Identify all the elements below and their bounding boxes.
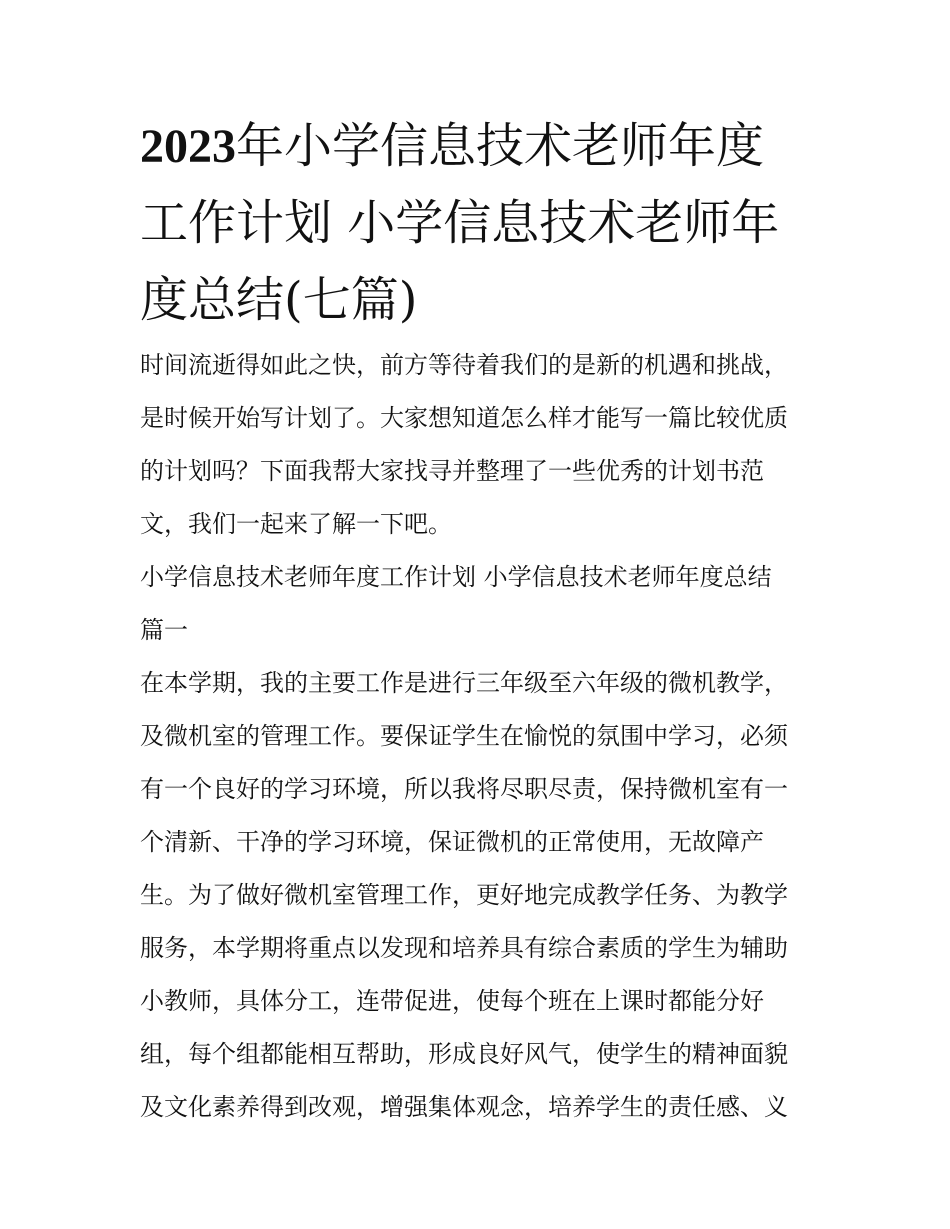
body-line: 组，每个组都能相互帮助，形成良好风气，使学生的精神面貌 bbox=[140, 1040, 788, 1068]
title-line-1-text: 年小学信息技术老师年度 bbox=[236, 118, 765, 174]
intro-line: 是时候开始写计划了。大家想知道怎么样才能写一篇比较优质 bbox=[140, 404, 788, 432]
intro-paragraph bbox=[140, 339, 815, 551]
body-line: 小教师，具体分工，连带促进，使每个班在上课时都能分好 bbox=[140, 987, 764, 1015]
title-year: 2023 bbox=[140, 120, 236, 173]
intro-line: 文，我们一起来了解一下吧。 bbox=[140, 510, 452, 538]
body-line: 在本学期，我的主要工作是进行三年级至六年级的微机教学， bbox=[140, 669, 788, 697]
body-line: 个清新、干净的学习环境，保证微机的正常使用，无故障产 bbox=[140, 828, 764, 856]
title-line-3: 度总结(七篇) bbox=[140, 272, 418, 328]
body-line: 有一个良好的学习环境，所以我将尽职尽责，保持微机室有一 bbox=[140, 775, 788, 803]
body-paragraph bbox=[140, 657, 815, 1134]
document-title bbox=[140, 108, 815, 339]
document-content bbox=[140, 108, 815, 1134]
title-line-1 bbox=[140, 108, 815, 185]
section-heading bbox=[140, 551, 815, 657]
body-line: 服务，本学期将重点以发现和培养具有综合素质的学生为辅助 bbox=[140, 934, 788, 962]
body-line: 及文化素养得到改观，增强集体观念，培养学生的责任感、义 bbox=[140, 1093, 788, 1121]
section-heading-line: 篇一 bbox=[140, 616, 188, 644]
body-line: 及微机室的管理工作。要保证学生在愉悦的氛围中学习，必须 bbox=[140, 722, 788, 750]
body-line: 生。为了做好微机室管理工作，更好地完成教学任务、为教学 bbox=[140, 881, 788, 909]
section-heading-line: 小学信息技术老师年度工作计划 小学信息技术老师年度总结 bbox=[140, 563, 772, 591]
intro-line: 的计划吗？下面我帮大家找寻并整理了一些优秀的计划书范 bbox=[140, 457, 764, 485]
intro-line: 时间流逝得如此之快，前方等待着我们的是新的机遇和挑战， bbox=[140, 351, 788, 379]
title-line-2: 工作计划 小学信息技术老师年 bbox=[140, 195, 780, 251]
